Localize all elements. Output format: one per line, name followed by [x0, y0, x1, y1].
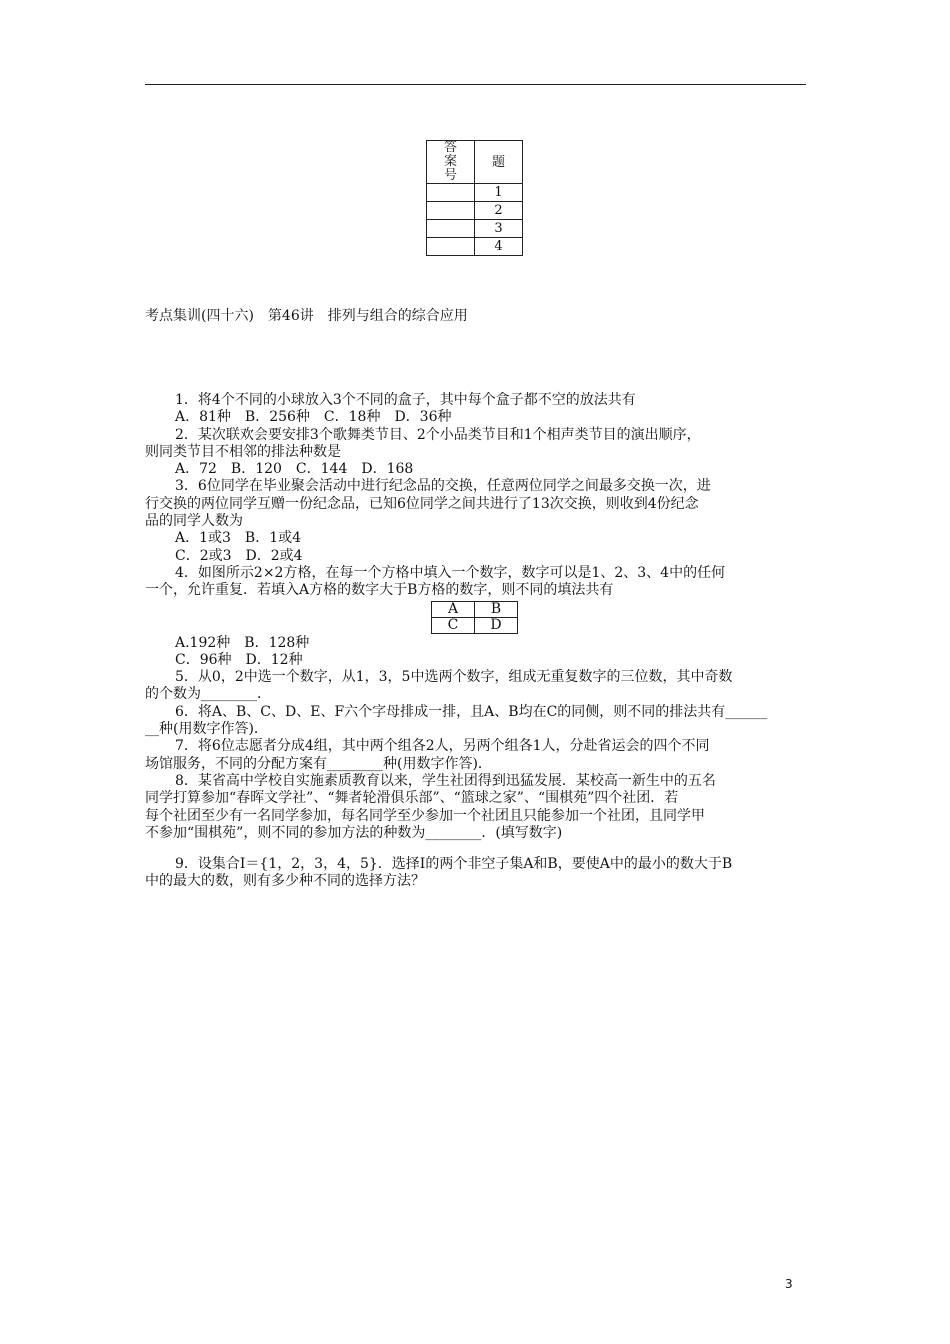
answer-header-char: 号 [443, 168, 457, 183]
page-number: 3 [785, 1277, 793, 1291]
question-list [145, 392, 815, 891]
q9-stem: 9．设集合I＝{1，2，3，4，5}．选择I的两个非空子集A和B，要使A中的最小的数大于B [175, 856, 733, 873]
q2-stem: 2．某次联欢会要安排3个歌舞类节目、2个小品类节目和1个相声类节目的演出顺序， [175, 426, 701, 443]
question-number-cell: 3 [475, 220, 523, 238]
q7-stem: 7．将6位志愿者分成4组，其中两个组各2人，另两个组各1人，分赴省运会的四个不同 [175, 738, 710, 755]
spacer [175, 842, 815, 856]
question-number-cell: 1 [475, 184, 523, 202]
q4-options: A.192种 B．128种 [175, 634, 310, 651]
grid-cell-b: B [475, 601, 518, 617]
question-number-cell: 4 [475, 238, 523, 256]
q3-stem-cont: 行交换的两位同学互赠一份纪念品，已知6位同学之间共进行了13次交换，则收到4份纪念 [145, 495, 699, 512]
question-number-cell: 2 [475, 202, 523, 220]
q4-stem-cont: 一个，允许重复．若填入A方格的数字大于B方格的数字，则不同的填法共有 [145, 582, 614, 599]
answer-cell[interactable] [427, 202, 475, 220]
q2-stem-cont: 则同类节目不相邻的排法种数是 [145, 443, 341, 460]
answer-cell[interactable] [427, 238, 475, 256]
answer-header-char: 案 [443, 154, 457, 169]
q8-stem: 8．某省高中学校自实施素质教育以来，学生社团得到迅猛发展．某校高一新生中的五名 [175, 772, 716, 789]
q8-stem-cont: 不参加“围棋苑”，则不同的参加方法的种数为________．(填写数字) [145, 824, 563, 841]
answer-row [427, 238, 523, 256]
grid-cell-a: A [432, 601, 475, 617]
q5-stem-cont: 的个数为________． [145, 686, 271, 703]
answer-row [427, 220, 523, 238]
grid-cell-c: C [432, 617, 475, 633]
q7-stem-cont: 场馆服务，不同的分配方案有________种(用数字作答)． [145, 755, 492, 772]
answer-row [427, 184, 523, 202]
q6-stem-cont: __种(用数字作答)． [145, 721, 268, 738]
q3-options: C．2或3 D．2或4 [175, 547, 303, 564]
answer-header-cell [427, 141, 475, 184]
q4-grid-figure [431, 601, 518, 634]
q8-stem-cont: 同学打算参加“春晖文学社”、“舞者轮滑俱乐部”、“篮球之家”、“围棋苑”四个社团．若 [145, 790, 679, 807]
answer-cell[interactable] [427, 220, 475, 238]
answer-cell[interactable] [427, 184, 475, 202]
q5-stem: 5．从0，2中选一个数字，从1，3，5中选两个数字，组成无重复数字的三位数，其中奇数 [175, 669, 733, 686]
q1-options: A．81种 B．256种 C．18种 D．36种 [175, 409, 452, 426]
q4-stem: 4．如图所示2×2方格，在每一个方格中填入一个数字，数字可以是1、2、3、4中的任何 [175, 564, 726, 581]
answer-header-char: 答 [443, 140, 457, 155]
answer-table [426, 140, 523, 256]
question-number-header: 题 [475, 141, 523, 184]
q2-options: A．72 B．120 C．144 D．168 [175, 461, 414, 478]
answer-row [427, 202, 523, 220]
section-title: 考点集训(四十六) 第46讲 排列与组合的综合应用 [145, 308, 468, 324]
q9-stem-cont: 中的最大的数，则有多少种不同的选择方法？ [145, 873, 425, 890]
q4-options: C．96种 D．12种 [175, 651, 303, 668]
q1-stem: 1．将4个不同的小球放入3个不同的盒子，其中每个盒子都不空的放法共有 [175, 392, 636, 408]
grid-cell-d: D [475, 617, 518, 633]
q3-options: A．1或3 B．1或4 [175, 530, 302, 547]
header-rule [145, 84, 806, 85]
q6-stem: 6．将A、B、C、D、E、F六个字母排成一排，且A、B均在C的同侧，则不同的排法共有______ [175, 703, 768, 720]
q3-stem-cont: 品的同学人数为 [145, 513, 243, 530]
q3-stem: 3．6位同学在毕业聚会活动中进行纪念品的交换，任意两位同学之间最多交换一次，进 [175, 478, 711, 495]
q8-stem-cont: 每个社团至少有一名同学参加，每名同学至少参加一个社团且只能参加一个社团，且同学甲 [145, 807, 705, 824]
